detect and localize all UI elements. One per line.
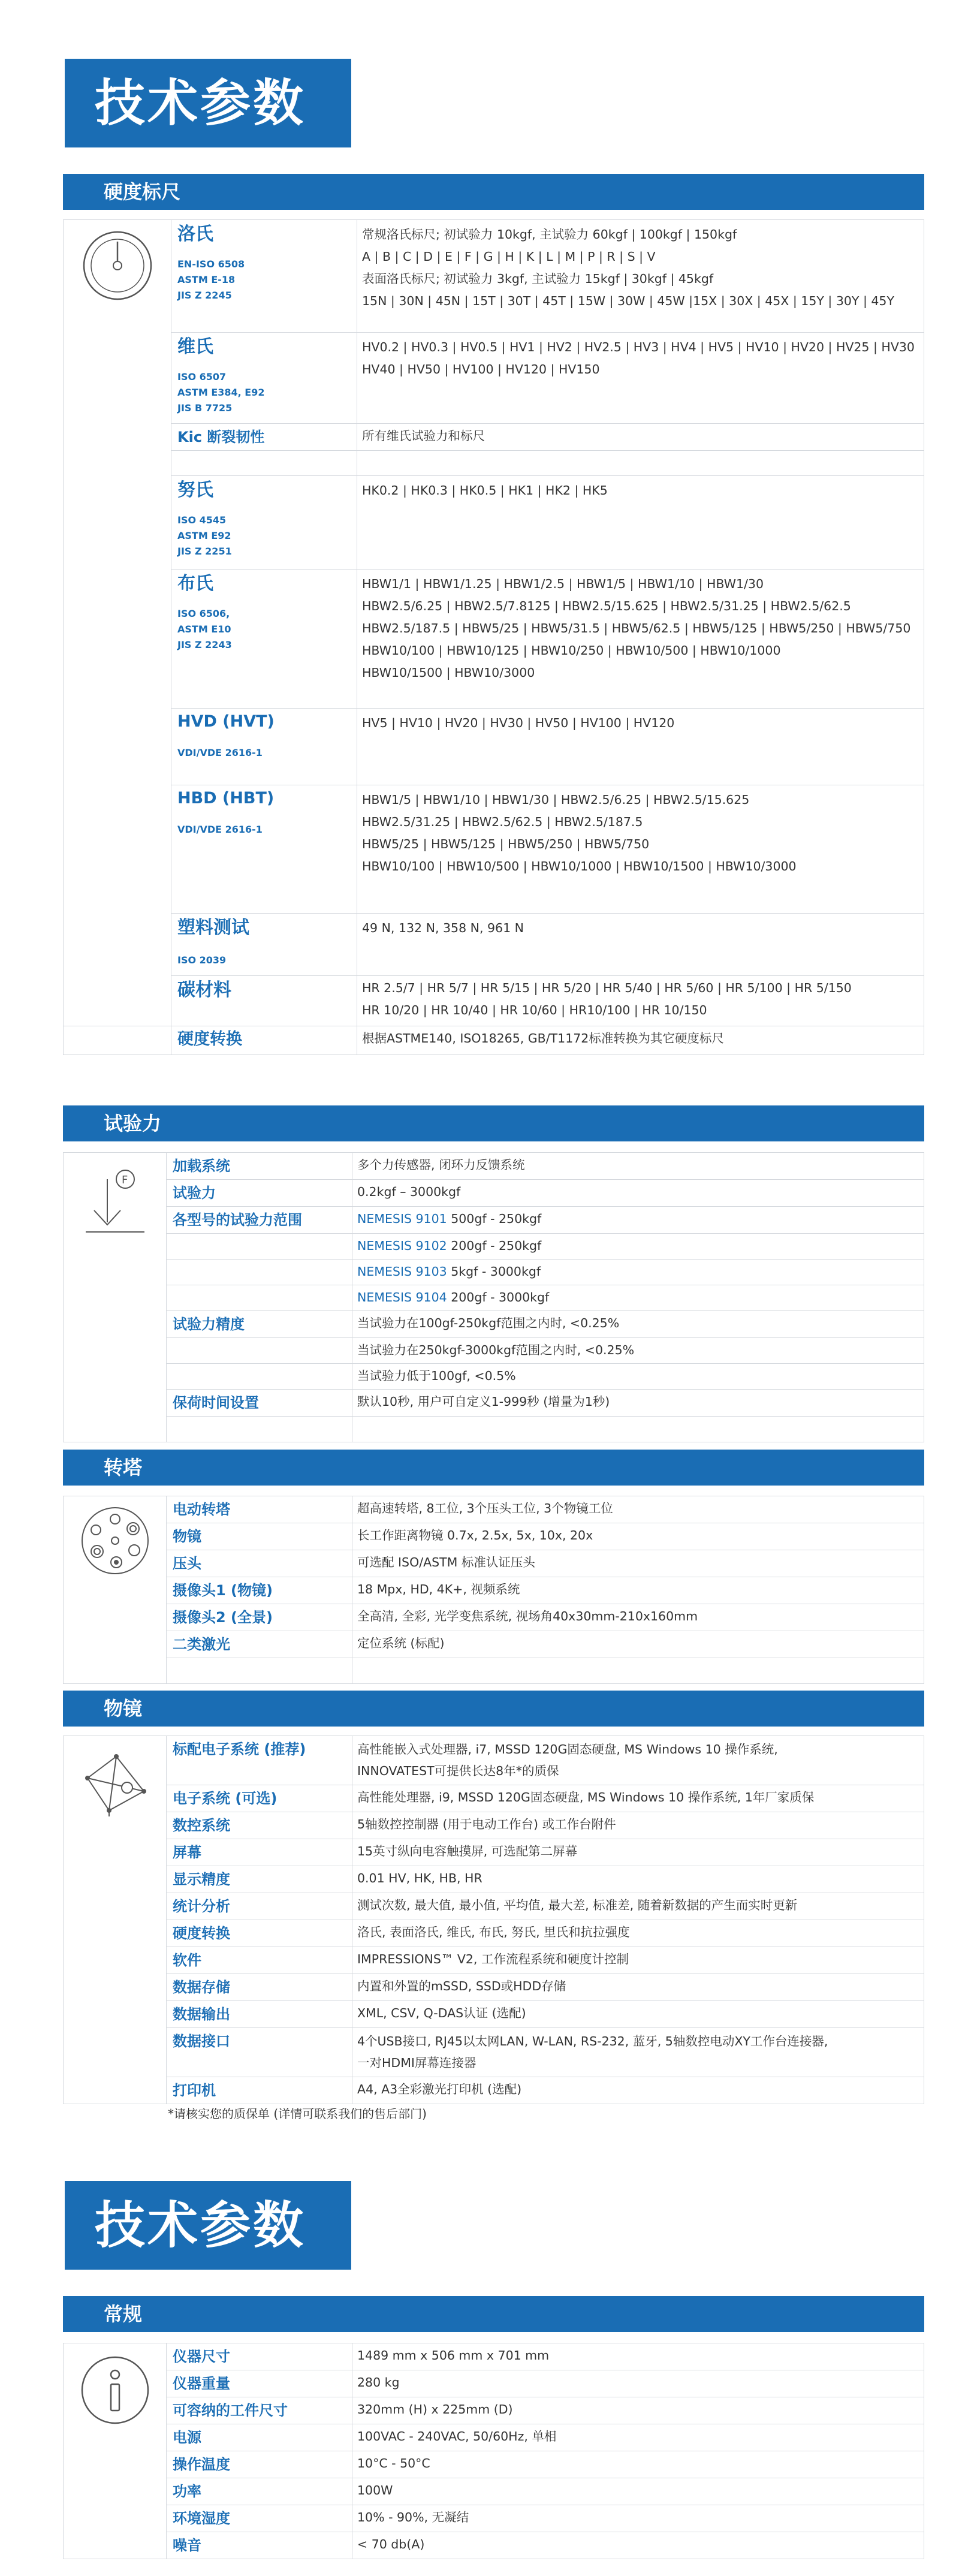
row-label: 数据存储 xyxy=(167,1974,352,2001)
row-label: 加载系统 xyxy=(167,1153,352,1180)
row-value: HBW1/1 | HBW1/1.25 | HBW1/2.5 | HBW1/5 | HBW1/10 | HBW1/30 HBW2.5/6.25 | HBW2.5/7.8125 | HBW2.5/15.625 | HBW2.5/31.25 | HBW2.5/62.5 HBW2.5/187.5 | HBW5/25 | HBW5/31.5 | HBW5/62.5 | HBW5/125 | HBW5/250 | HBW5/750 HBW10/100 | HBW10/125 | HBW10/250 | HBW10/500 | HBW10/1000 HBW10/1500 | HBW10/3000 xyxy=(357,570,924,709)
row-value: 100W xyxy=(352,2478,924,2505)
row-label: 试验力 xyxy=(167,1180,352,1207)
row-value: 当试验力在100gf-250kgf范围之内时, <0.25% xyxy=(352,1311,924,1338)
row-label: 显示精度 xyxy=(167,1866,352,1893)
row-value: 多个力传感器, 闭环力反馈系统 xyxy=(352,1153,924,1180)
row-value: 100VAC - 240VAC, 50/60Hz, 单相 xyxy=(352,2424,924,2451)
row-label: 各型号的试验力范围 xyxy=(167,1207,352,1234)
dial-gauge-icon xyxy=(80,228,155,303)
row-value: 高性能嵌入式处理器, i7, MSSD 120G固态硬盘, MS Windows 10 操作系统, INNOVATEST可提供长达8年*的质保 xyxy=(352,1736,924,1785)
section-header-test-force: 试验力 xyxy=(63,1105,924,1141)
row-value: 15英寸纵向电容触摸屏, 可选配第二屏幕 xyxy=(352,1839,924,1866)
svg-text:F: F xyxy=(121,1174,128,1186)
row-label: 摄像头2 (全景) xyxy=(167,1604,352,1631)
hardness-table xyxy=(63,219,924,1055)
table-row xyxy=(64,424,924,451)
table-row xyxy=(64,709,924,785)
row-label: 洛氏 EN-ISO 6508 ASTM E-18 JIS Z 2245 xyxy=(171,220,357,333)
row-label: 碳材料 xyxy=(171,976,357,1026)
row-value: 0.2kgf – 3000kgf xyxy=(352,1180,924,1207)
page-title: 技术参数 xyxy=(65,59,351,147)
page-title-2: 技术参数 xyxy=(65,2181,351,2270)
row-value: 5轴数控控制器 (用于电动工作台) 或工作台附件 xyxy=(352,1812,924,1839)
row-label: 摄像头1 (物镜) xyxy=(167,1577,352,1604)
row-value: 内置和外置的mSSD, SSD或HDD存储 xyxy=(352,1974,924,2001)
info-icon xyxy=(79,2354,151,2426)
row-value: 49 N, 132 N, 358 N, 961 N xyxy=(357,914,924,976)
table-row xyxy=(64,570,924,709)
row-label: 功率 xyxy=(167,2478,352,2505)
row-label: Kic 断裂韧性 xyxy=(171,424,357,451)
row-value: NEMESIS 9102 200gf - 250kgf xyxy=(352,1234,924,1260)
row-value: HK0.2 | HK0.3 | HK0.5 | HK1 | HK2 | HK5 xyxy=(357,476,924,570)
table-row-spacer xyxy=(64,451,924,476)
row-value: A4, A3全彩激光打印机 (选配) xyxy=(352,2077,924,2104)
table-row xyxy=(64,976,924,1026)
icon-cell xyxy=(64,220,171,1026)
row-label: 物镜 xyxy=(167,1523,352,1550)
general-table xyxy=(63,2343,924,2559)
row-label: 数据输出 xyxy=(167,2001,352,2028)
footnote: *请核实您的质保单 (详情可联系我们的售后部门) xyxy=(168,2107,427,2121)
row-label: 压头 xyxy=(167,1550,352,1577)
row-label: 电子系统 (可选) xyxy=(167,1785,352,1812)
row-label: 维氏 ISO 6507 ASTM E384, E92 JIS B 7725 xyxy=(171,333,357,424)
row-value: HV5 | HV10 | HV20 | HV30 | HV50 | HV100 | HV120 xyxy=(357,709,924,785)
row-value: HR 2.5/7 | HR 5/7 | HR 5/15 | HR 5/20 | HR 5/40 | HR 5/60 | HR 5/100 | HR 5/150 HR 10/20 | HR 10/40 | HR 10/60 | HR10/100 | HR 10/150 xyxy=(357,976,924,1026)
icon-cell xyxy=(64,1736,167,2104)
table-row xyxy=(64,1026,924,1055)
row-label: 数据接口 xyxy=(167,2028,352,2077)
section-header-objective: 物镜 xyxy=(63,1691,924,1727)
row-label: 屏幕 xyxy=(167,1839,352,1866)
row-label: 软件 xyxy=(167,1947,352,1974)
row-label: 硬度转换 xyxy=(171,1026,357,1055)
row-label: 统计分析 xyxy=(167,1893,352,1920)
icon-cell xyxy=(64,2343,167,2559)
row-value: XML, CSV, Q-DAS认证 (选配) xyxy=(352,2001,924,2028)
row-label: 可容纳的工件尺寸 xyxy=(167,2397,352,2424)
row-label: 标配电子系统 (推荐) xyxy=(167,1736,352,1785)
row-value: 10% - 90%, 无凝结 xyxy=(352,2505,924,2532)
row-value: HBW1/5 | HBW1/10 | HBW1/30 | HBW2.5/6.25 | HBW2.5/15.625 HBW2.5/31.25 | HBW2.5/62.5 | HBW2.5/187.5 HBW5/25 | HBW5/125 | HBW5/250 | HBW5/750 HBW10/100 | HBW10/500 | HBW10/1000 | HBW10/1500 | HBW10/3000 xyxy=(357,785,924,914)
icon-cell xyxy=(64,1153,167,1442)
test-force-table xyxy=(63,1152,924,1442)
row-label: 硬度转换 xyxy=(167,1920,352,1947)
section-header-hardness: 硬度标尺 xyxy=(63,174,924,210)
row-label: 二类激光 xyxy=(167,1631,352,1658)
force-arrow-icon xyxy=(82,1167,148,1251)
row-value: IMPRESSIONS™ V2, 工作流程系统和硬度计控制 xyxy=(352,1947,924,1974)
row-value: 洛氏, 表面洛氏, 维氏, 布氏, 努氏, 里氏和抗拉强度 xyxy=(352,1920,924,1947)
row-label: 环境湿度 xyxy=(167,2505,352,2532)
row-label: 操作温度 xyxy=(167,2451,352,2478)
table-row xyxy=(64,220,924,333)
row-label: 噪音 xyxy=(167,2532,352,2559)
objective-table xyxy=(63,1736,924,2104)
row-label: 打印机 xyxy=(167,2077,352,2104)
row-value: NEMESIS 9103 5kgf - 3000kgf xyxy=(352,1260,924,1285)
row-value: 默认10秒, 用户可自定义1-999秒 (增量为1秒) xyxy=(352,1390,924,1417)
row-value: 测试次数, 最大值, 最小值, 平均值, 最大差, 标准差, 随着新数据的产生而实时更新 xyxy=(352,1893,924,1920)
row-value: 1489 mm x 506 mm x 701 mm xyxy=(352,2343,924,2370)
row-value: NEMESIS 9101 500gf - 250kgf xyxy=(352,1207,924,1234)
section-header-turret: 转塔 xyxy=(63,1450,924,1486)
row-label: 数控系统 xyxy=(167,1812,352,1839)
row-value: 18 Mpx, HD, 4K+, 视频系统 xyxy=(352,1577,924,1604)
row-value: NEMESIS 9104 200gf - 3000kgf xyxy=(352,1285,924,1311)
row-label: 塑料测试 ISO 2039 xyxy=(171,914,357,976)
row-value: 定位系统 (标配) xyxy=(352,1631,924,1658)
row-value: HV0.2 | HV0.3 | HV0.5 | HV1 | HV2 | HV2.5 | HV3 | HV4 | HV5 | HV10 | HV20 | HV25 | HV30 HV40 | HV50 | HV100 | HV120 | HV150 xyxy=(357,333,924,424)
row-value: 高性能处理器, i9, MSSD 120G固态硬盘, MS Windows 10 操作系统, 1年厂家质保 xyxy=(352,1785,924,1812)
network-nodes-icon xyxy=(73,1748,157,1820)
table-row xyxy=(64,476,924,570)
turret-icon xyxy=(79,1505,151,1577)
turret-table xyxy=(63,1496,924,1684)
row-label: 试验力精度 xyxy=(167,1311,352,1338)
row-label: 仪器重量 xyxy=(167,2370,352,2397)
row-value: 280 kg xyxy=(352,2370,924,2397)
row-value: 超高速转塔, 8工位, 3个压头工位, 3个物镜工位 xyxy=(352,1496,924,1523)
row-value: 根据ASTME140, ISO18265, GB/T1172标准转换为其它硬度标尺 xyxy=(357,1026,924,1055)
section-header-general: 常规 xyxy=(63,2296,924,2332)
row-label: 电动转塔 xyxy=(167,1496,352,1523)
row-label: HBD (HBT) VDI/VDE 2616-1 xyxy=(171,785,357,914)
row-label: 布氏 ISO 6506, ASTM E10 JIS Z 2243 xyxy=(171,570,357,709)
row-value: 4个USB接口, RJ45以太网LAN, W-LAN, RS-232, 蓝牙, 5轴数控电动XY工作台连接器, 一对HDMI屏幕连接器 xyxy=(352,2028,924,2077)
row-value: 全高清, 全彩, 光学变焦系统, 视场角40x30mm-210x160mm xyxy=(352,1604,924,1631)
row-value: 320mm (H) x 225mm (D) xyxy=(352,2397,924,2424)
row-value: 0.01 HV, HK, HB, HR xyxy=(352,1866,924,1893)
row-value: 长工作距离物镜 0.7x, 2.5x, 5x, 10x, 20x xyxy=(352,1523,924,1550)
row-label: 仪器尺寸 xyxy=(167,2343,352,2370)
row-label: HVD (HVT) VDI/VDE 2616-1 xyxy=(171,709,357,785)
row-value: 当试验力在250kgf-3000kgf范围之内时, <0.25% xyxy=(352,1338,924,1364)
row-value: 可选配 ISO/ASTM 标准认证压头 xyxy=(352,1550,924,1577)
row-value: < 70 db(A) xyxy=(352,2532,924,2559)
row-value: 当试验力低于100gf, <0.5% xyxy=(352,1364,924,1390)
table-row xyxy=(64,785,924,914)
row-value: 常规洛氏标尺; 初试验力 10kgf, 主试验力 60kgf | 100kgf | 150kgf A | B | C | D | E | F | G | H | K | L | M | P | R | S | V 表面洛氏标尺; 初试验力 3kgf, 主试验力 15kgf | 30kgf | 45kgf 15N | 30N | 45N | 15T | 30T | 45T | 15W | 30W | 45W |15X | 30X | 45X | 15Y | 30Y | 45Y xyxy=(357,220,924,333)
table-row xyxy=(64,333,924,424)
row-value: 所有维氏试验力和标尺 xyxy=(357,424,924,451)
row-value: 10°C - 50°C xyxy=(352,2451,924,2478)
row-label: 保荷时间设置 xyxy=(167,1390,352,1417)
table-row xyxy=(64,914,924,976)
row-label: 努氏 ISO 4545 ASTM E92 JIS Z 2251 xyxy=(171,476,357,570)
icon-cell xyxy=(64,1496,167,1684)
row-label: 电源 xyxy=(167,2424,352,2451)
